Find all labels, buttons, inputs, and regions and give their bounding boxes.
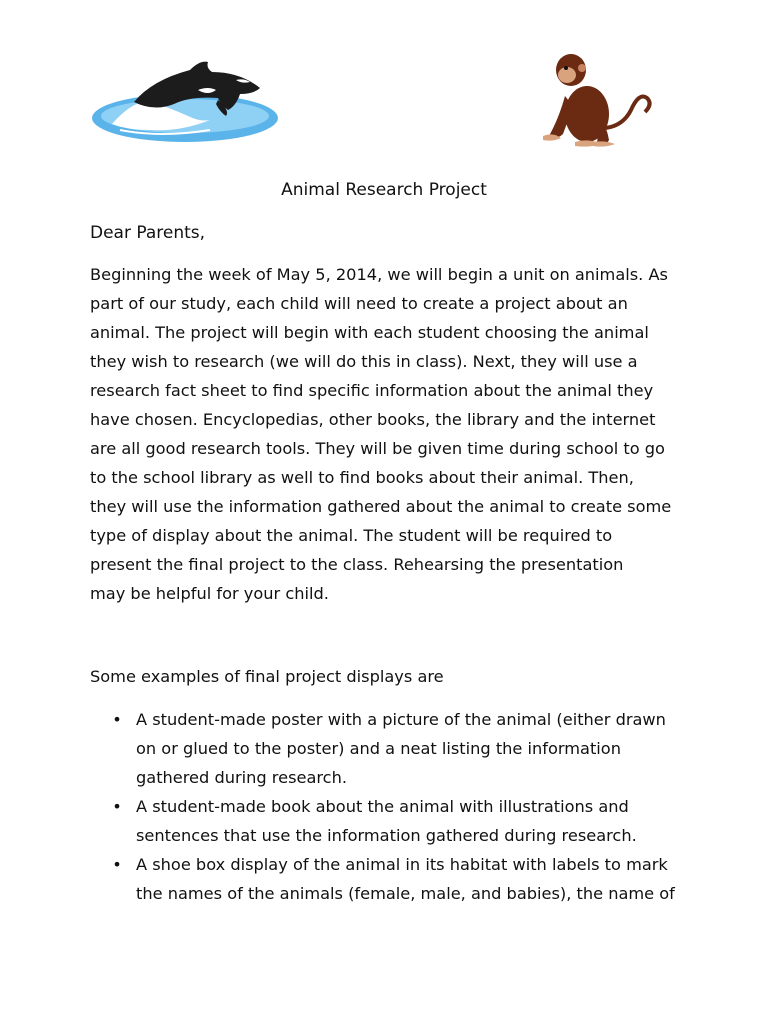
paragraph-line: to the school library as well to find books about their animal. Then,	[90, 468, 634, 487]
paragraph-line: part of our study, each child will need to create a project about an	[90, 294, 628, 313]
examples-list	[90, 705, 710, 908]
paragraph-line: Beginning the week of May 5, 2014, we will begin a unit on animals. As	[90, 265, 668, 284]
list-item-line: A student-made book about the animal with illustrations and	[136, 797, 629, 816]
list-item-line: gathered during research.	[136, 768, 347, 787]
list-item-line: A student-made poster with a picture of the animal (either drawn	[136, 710, 666, 729]
paragraph-line: research fact sheet to find specific information about the animal they	[90, 381, 654, 400]
list-item-line: sentences that use the information gathered during research.	[136, 826, 637, 845]
list-item-line: the names of the animals (female, male, and babies), the name of	[136, 884, 675, 903]
examples-intro: Some examples of final project displays are	[90, 667, 444, 686]
monkey-icon	[535, 48, 655, 153]
bullet-icon: •	[112, 710, 122, 729]
list-item	[90, 792, 710, 850]
body-paragraph	[90, 260, 690, 608]
orca-icon	[90, 50, 285, 145]
list-item	[90, 705, 710, 792]
paragraph-line: they will use the information gathered about the animal to create some	[90, 497, 672, 516]
paragraph-line: may be helpful for your child.	[90, 584, 329, 603]
paragraph-line: type of display about the animal. The student will be required to	[90, 526, 613, 545]
list-item-line: on or glued to the poster) and a neat listing the information	[136, 739, 621, 758]
list-item	[90, 850, 710, 908]
paragraph-line: are all good research tools. They will be given time during school to go	[90, 439, 665, 458]
paragraph-line: present the final project to the class. Rehearsing the presentation	[90, 555, 624, 574]
bullet-icon: •	[112, 855, 122, 874]
document-title: Animal Research Project	[281, 180, 487, 200]
bullet-icon: •	[112, 797, 122, 816]
paragraph-line: they wish to research (we will do this in class). Next, they will use a	[90, 352, 638, 371]
paragraph-line: have chosen. Encyclopedias, other books, the library and the internet	[90, 410, 656, 429]
greeting: Dear Parents,	[90, 223, 206, 243]
list-item-line: A shoe box display of the animal in its habitat with labels to mark	[136, 855, 668, 874]
paragraph-line: animal. The project will begin with each student choosing the animal	[90, 323, 649, 342]
